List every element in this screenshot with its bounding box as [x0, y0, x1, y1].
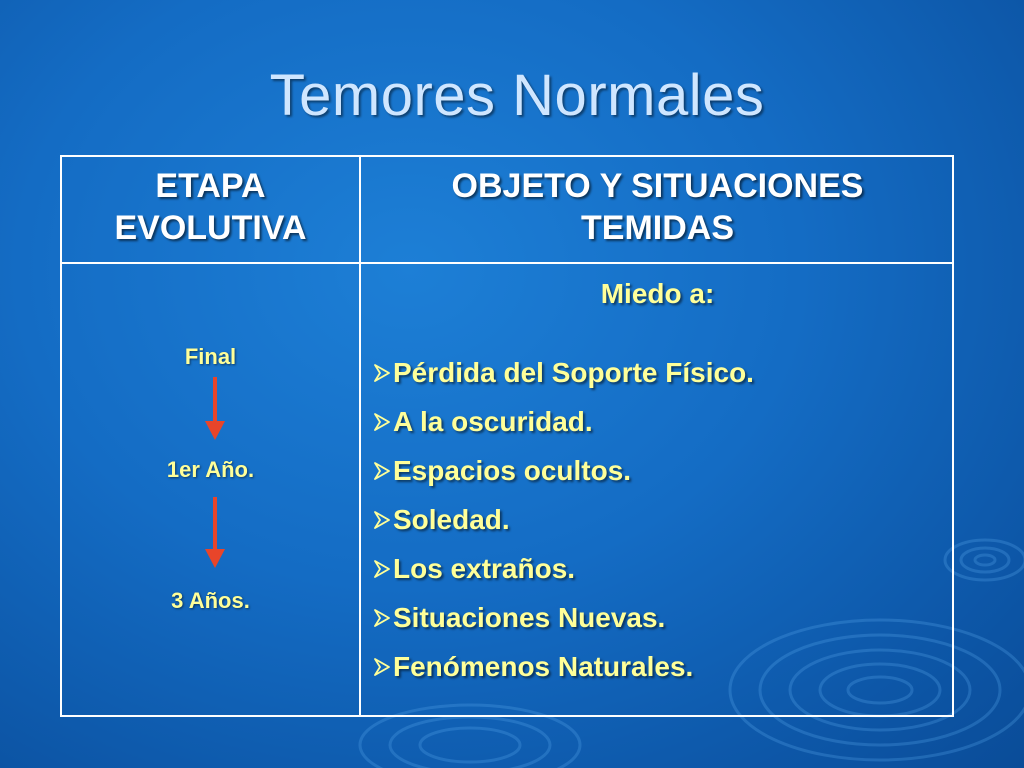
chevron-right-icon [373, 461, 391, 481]
chevron-right-icon [373, 559, 391, 579]
header-right-line: OBJETO Y SITUACIONES [451, 167, 864, 205]
fear-label: Soledad. [393, 503, 510, 535]
fears-intro: Miedo a: [600, 278, 715, 309]
chevron-right-icon [373, 363, 391, 383]
list-item [373, 642, 754, 691]
chevron-right-icon [373, 510, 391, 530]
list-item [373, 544, 754, 593]
stage-label: Final [184, 344, 237, 369]
header-etapa-evolutiva [62, 165, 359, 249]
fear-label: Pérdida del Soporte Físico. [393, 356, 754, 388]
slide-title: Temores Normales [269, 63, 765, 128]
fears-table [60, 155, 954, 717]
list-item [373, 446, 754, 495]
chevron-right-icon [373, 412, 391, 432]
list-item [373, 397, 754, 446]
fears-list [373, 348, 754, 691]
fear-label: Los extraños. [393, 552, 576, 584]
fear-label: Fenómenos Naturales. [393, 650, 694, 682]
table-header-divider [62, 262, 952, 264]
chevron-right-icon [373, 657, 391, 677]
header-left-line: ETAPA [155, 167, 266, 205]
fear-label: A la oscuridad. [393, 405, 593, 437]
fear-label: Espacios ocultos. [393, 454, 632, 486]
arrow-down-icon [203, 377, 227, 441]
stage-label: 1er Año. [166, 457, 255, 482]
list-item [373, 593, 754, 642]
header-objetos-temidos [361, 165, 954, 249]
chevron-right-icon [373, 608, 391, 628]
fear-label: Situaciones Nuevas. [393, 601, 666, 633]
header-left-line: EVOLUTIVA [114, 209, 307, 247]
arrow-down-icon [203, 497, 227, 569]
stage-label: 3 Años. [171, 588, 250, 613]
list-item [373, 495, 754, 544]
header-right-line: TEMIDAS [581, 209, 734, 247]
list-item [373, 348, 754, 397]
